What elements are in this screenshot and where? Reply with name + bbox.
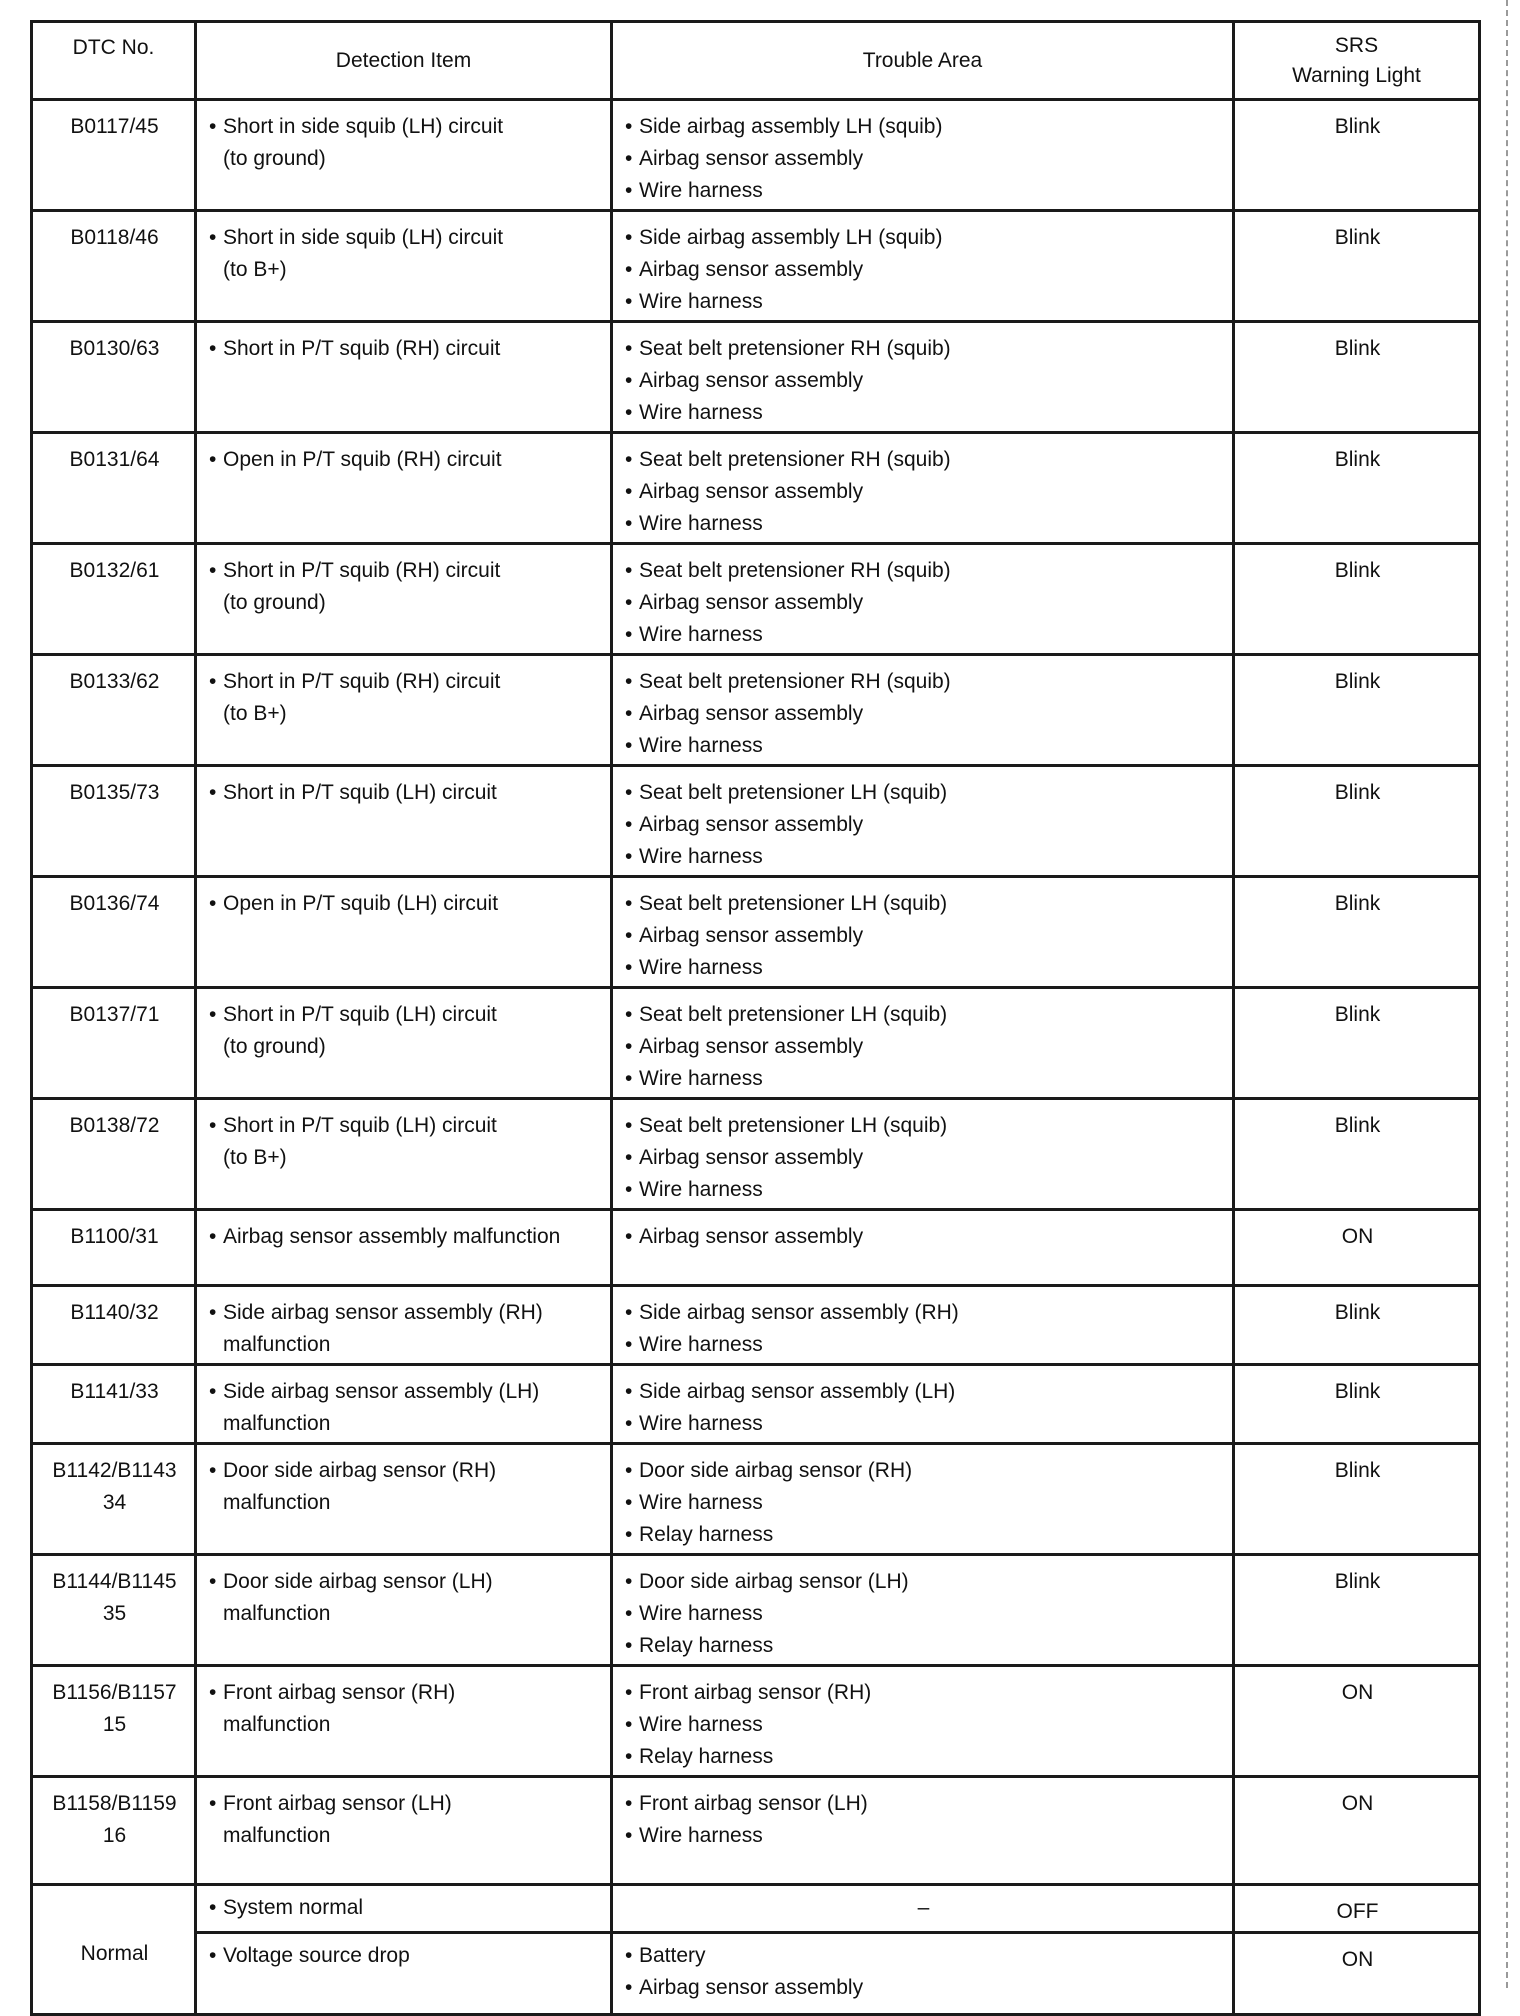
dtc-code: B0117/45: [70, 115, 159, 138]
trouble-area-item: • Front airbag sensor (RH): [625, 1677, 1222, 1709]
detection-text: • Side airbag sensor assembly (RH): [209, 1297, 600, 1329]
trouble-area-cell: [612, 211, 1234, 322]
normal-row-voltage: [32, 1933, 1480, 2015]
trouble-area-cell: [612, 322, 1234, 433]
table-row: [32, 1286, 1480, 1365]
trouble-area-cell: [612, 1777, 1234, 1885]
detection-cell: [196, 211, 612, 322]
trouble-area-item: • Wire harness: [625, 730, 1222, 762]
detection-text-continued: (to ground): [223, 591, 326, 614]
detection-cell: [196, 988, 612, 1099]
trouble-area-cell: [612, 1099, 1234, 1210]
header-srs-warning-light: [1234, 22, 1480, 100]
detection-text: • Door side airbag sensor (RH): [209, 1455, 600, 1487]
table-row: [32, 877, 1480, 988]
trouble-area-item: • Seat belt pretensioner LH (squib): [625, 888, 1222, 920]
voltage-detection-text: • Voltage source drop: [209, 1940, 600, 1972]
dtc-code: B0133/62: [69, 670, 160, 693]
detection-cell: [196, 1286, 612, 1365]
dtc-code: B0118/46: [70, 226, 159, 249]
dtc-code: B0135/73: [69, 781, 160, 804]
dtc-cell: [32, 1099, 196, 1210]
detection-text: • Open in P/T squib (RH) circuit: [209, 444, 600, 476]
trouble-area-item: • Airbag sensor assembly: [625, 365, 1222, 397]
detection-cell: [196, 1555, 612, 1666]
dtc-cell: [32, 100, 196, 211]
voltage-trouble-item: • Battery: [625, 1940, 1222, 1972]
trouble-area-item: • Wire harness: [625, 952, 1222, 984]
detection-cell: [196, 1666, 612, 1777]
warning-light-cell: Blink: [1234, 1286, 1480, 1365]
dtc-code: B0131/64: [69, 448, 160, 471]
trouble-area-cell: [612, 1555, 1234, 1666]
trouble-area-item: • Airbag sensor assembly: [625, 1221, 1222, 1253]
detection-text-continued: malfunction: [223, 1412, 331, 1435]
detection-text-continued: malfunction: [223, 1333, 331, 1356]
table-row: [32, 655, 1480, 766]
table-row: [32, 1777, 1480, 1885]
warning-light-cell: Blink: [1234, 211, 1480, 322]
detection-text: • Door side airbag sensor (LH): [209, 1566, 600, 1598]
header-trouble-area: Trouble Area: [612, 22, 1234, 100]
dtc-code: B1144/B1145: [52, 1570, 177, 1593]
trouble-area-cell: [612, 544, 1234, 655]
detection-cell: [196, 322, 612, 433]
trouble-area-cell: [612, 988, 1234, 1099]
voltage-detection-cell: [196, 1933, 612, 2015]
dtc-cell: [32, 1444, 196, 1555]
trouble-area-cell: [612, 1444, 1234, 1555]
detection-text: • Short in P/T squib (LH) circuit: [209, 999, 600, 1031]
trouble-area-item: • Relay harness: [625, 1630, 1222, 1662]
detection-text: • Front airbag sensor (RH): [209, 1677, 600, 1709]
trouble-area-item: • Airbag sensor assembly: [625, 920, 1222, 952]
trouble-area-cell: [612, 100, 1234, 211]
header-light-line2: Warning Light: [1292, 63, 1421, 87]
header-light-line1: SRS: [1334, 33, 1379, 57]
dtc-cell: [32, 544, 196, 655]
dtc-code: B1156/B1157: [52, 1681, 177, 1704]
dtc-cell: [32, 1555, 196, 1666]
detection-text: • Short in side squib (LH) circuit: [209, 222, 600, 254]
dtc-code-suffix: 15: [102, 1713, 127, 1736]
detection-text: • Front airbag sensor (LH): [209, 1788, 600, 1820]
detection-text-continued: (to B+): [223, 702, 287, 725]
normal-dtc-cell: Normal: [32, 1885, 196, 2015]
dtc-code: B0136/74: [69, 892, 160, 915]
voltage-light-cell: ON: [1234, 1933, 1480, 2015]
trouble-area-item: • Wire harness: [625, 841, 1222, 873]
detection-cell: [196, 766, 612, 877]
table-row: [32, 100, 1480, 211]
trouble-area-item: • Seat belt pretensioner LH (squib): [625, 1110, 1222, 1142]
trouble-area-item: • Front airbag sensor (LH): [625, 1788, 1222, 1820]
trouble-area-item: • Seat belt pretensioner LH (squib): [625, 999, 1222, 1031]
trouble-area-item: • Wire harness: [625, 1820, 1222, 1852]
trouble-area-item: • Wire harness: [625, 508, 1222, 540]
detection-text: • Short in P/T squib (RH) circuit: [209, 333, 600, 365]
dtc-code: B0138/72: [69, 1114, 160, 1137]
dtc-cell: [32, 322, 196, 433]
table-row: [32, 988, 1480, 1099]
normal-trouble-cell: –: [612, 1885, 1234, 1933]
trouble-area-cell: [612, 1286, 1234, 1365]
detection-text-continued: (to B+): [223, 258, 287, 281]
detection-cell: [196, 877, 612, 988]
warning-light-cell: Blink: [1234, 655, 1480, 766]
dtc-cell: [32, 433, 196, 544]
trouble-area-item: • Airbag sensor assembly: [625, 1031, 1222, 1063]
trouble-area-item: • Door side airbag sensor (RH): [625, 1455, 1222, 1487]
detection-text: • Short in P/T squib (RH) circuit: [209, 666, 600, 698]
detection-cell: [196, 1444, 612, 1555]
trouble-area-item: • Wire harness: [625, 397, 1222, 429]
warning-light-cell: Blink: [1234, 1365, 1480, 1444]
warning-light-cell: Blink: [1234, 1444, 1480, 1555]
detection-text: • Airbag sensor assembly malfunction: [209, 1221, 600, 1253]
dtc-cell: [32, 655, 196, 766]
dtc-code: B0137/71: [69, 1003, 160, 1026]
detection-text-continued: (to ground): [223, 1035, 326, 1058]
detection-cell: [196, 1210, 612, 1286]
trouble-area-item: • Relay harness: [625, 1741, 1222, 1773]
dtc-cell: [32, 1777, 196, 1885]
trouble-area-item: • Wire harness: [625, 175, 1222, 207]
table-row: [32, 1444, 1480, 1555]
trouble-area-cell: [612, 766, 1234, 877]
dtc-cell: [32, 1286, 196, 1365]
trouble-area-cell: [612, 1666, 1234, 1777]
trouble-area-item: • Seat belt pretensioner RH (squib): [625, 333, 1222, 365]
trouble-area-item: • Wire harness: [625, 1598, 1222, 1630]
voltage-trouble-item: • Airbag sensor assembly: [625, 1972, 1222, 2004]
normal-detection-cell: [196, 1885, 612, 1933]
warning-light-cell: Blink: [1234, 1099, 1480, 1210]
trouble-area-item: • Airbag sensor assembly: [625, 809, 1222, 841]
detection-text: • Short in P/T squib (RH) circuit: [209, 555, 600, 587]
detection-text: • Side airbag sensor assembly (LH): [209, 1376, 600, 1408]
dtc-cell: [32, 1365, 196, 1444]
trouble-area-item: • Side airbag assembly LH (squib): [625, 222, 1222, 254]
detection-cell: [196, 655, 612, 766]
detection-cell: [196, 100, 612, 211]
dtc-code: B0130/63: [69, 337, 160, 360]
dtc-code: B0132/61: [69, 559, 160, 582]
trouble-area-item: • Wire harness: [625, 1329, 1222, 1361]
trouble-area-cell: [612, 877, 1234, 988]
dtc-code: B1140/32: [70, 1301, 159, 1324]
detection-text: • Short in side squib (LH) circuit: [209, 111, 600, 143]
trouble-area-item: • Wire harness: [625, 1063, 1222, 1095]
trouble-area-item: • Seat belt pretensioner RH (squib): [625, 444, 1222, 476]
trouble-area-item: • Seat belt pretensioner RH (squib): [625, 555, 1222, 587]
warning-light-cell: Blink: [1234, 877, 1480, 988]
trouble-area-item: • Wire harness: [625, 1408, 1222, 1440]
header-row: [32, 22, 1480, 100]
trouble-area-item: • Airbag sensor assembly: [625, 476, 1222, 508]
dtc-code: B1100/31: [70, 1225, 159, 1248]
trouble-area-item: • Seat belt pretensioner RH (squib): [625, 666, 1222, 698]
trouble-area-cell: [612, 433, 1234, 544]
warning-light-cell: Blink: [1234, 100, 1480, 211]
trouble-area-item: • Airbag sensor assembly: [625, 143, 1222, 175]
warning-light-cell: ON: [1234, 1777, 1480, 1885]
table-row: [32, 766, 1480, 877]
detection-text-continued: malfunction: [223, 1491, 331, 1514]
dtc-code: B1142/B1143: [52, 1459, 177, 1482]
detection-text-continued: malfunction: [223, 1713, 331, 1736]
warning-light-cell: Blink: [1234, 1555, 1480, 1666]
dtc-cell: [32, 1666, 196, 1777]
table-row: [32, 1555, 1480, 1666]
trouble-area-item: • Relay harness: [625, 1519, 1222, 1551]
dtc-cell: [32, 211, 196, 322]
header-dtc: DTC No.: [32, 22, 196, 100]
table-row: [32, 322, 1480, 433]
detection-text-continued: malfunction: [223, 1602, 331, 1625]
trouble-area-item: • Door side airbag sensor (LH): [625, 1566, 1222, 1598]
table-row: [32, 1666, 1480, 1777]
table-row: [32, 211, 1480, 322]
warning-light-cell: Blink: [1234, 766, 1480, 877]
trouble-area-item: • Airbag sensor assembly: [625, 698, 1222, 730]
voltage-trouble-cell: [612, 1933, 1234, 2015]
trouble-area-item: • Airbag sensor assembly: [625, 254, 1222, 286]
detection-cell: [196, 1365, 612, 1444]
trouble-area-item: • Side airbag assembly LH (squib): [625, 111, 1222, 143]
warning-light-cell: Blink: [1234, 544, 1480, 655]
dtc-cell: [32, 877, 196, 988]
detection-text-continued: (to ground): [223, 147, 326, 170]
trouble-area-item: • Wire harness: [625, 286, 1222, 318]
trouble-area-cell: [612, 1365, 1234, 1444]
table-row: [32, 1210, 1480, 1286]
page-edge-dashed-line: [1506, 0, 1508, 1988]
normal-detection-text: • System normal: [209, 1892, 600, 1924]
trouble-area-item: • Side airbag sensor assembly (LH): [625, 1376, 1222, 1408]
warning-light-cell: ON: [1234, 1666, 1480, 1777]
detection-text-continued: (to B+): [223, 1146, 287, 1169]
warning-light-cell: Blink: [1234, 433, 1480, 544]
dtc-code-suffix: 34: [102, 1491, 127, 1514]
trouble-area-item: • Airbag sensor assembly: [625, 587, 1222, 619]
dtc-cell: [32, 766, 196, 877]
detection-cell: [196, 544, 612, 655]
dtc-cell: [32, 988, 196, 1099]
trouble-area-item: • Wire harness: [625, 1487, 1222, 1519]
dtc-table: [30, 20, 1481, 2016]
table-row: [32, 1365, 1480, 1444]
warning-light-cell: ON: [1234, 1210, 1480, 1286]
detection-cell: [196, 433, 612, 544]
dtc-code-suffix: 35: [102, 1602, 127, 1625]
trouble-area-cell: [612, 655, 1234, 766]
detection-cell: [196, 1777, 612, 1885]
header-detection-item: Detection Item: [196, 22, 612, 100]
trouble-area-item: • Wire harness: [625, 1709, 1222, 1741]
dtc-code: B1158/B1159: [52, 1792, 177, 1815]
trouble-area-item: • Wire harness: [625, 1174, 1222, 1206]
trouble-area-item: • Airbag sensor assembly: [625, 1142, 1222, 1174]
normal-light-cell: OFF: [1234, 1885, 1480, 1933]
trouble-area-item: • Side airbag sensor assembly (RH): [625, 1297, 1222, 1329]
table-row: [32, 433, 1480, 544]
dtc-code-suffix: 16: [102, 1824, 127, 1847]
dtc-code: B1141/33: [70, 1380, 159, 1403]
table-row: [32, 544, 1480, 655]
trouble-area-item: • Wire harness: [625, 619, 1222, 651]
detection-text-continued: malfunction: [223, 1824, 331, 1847]
detection-cell: [196, 1099, 612, 1210]
trouble-area-item: • Seat belt pretensioner LH (squib): [625, 777, 1222, 809]
detection-text: • Short in P/T squib (LH) circuit: [209, 777, 600, 809]
warning-light-cell: Blink: [1234, 988, 1480, 1099]
warning-light-cell: Blink: [1234, 322, 1480, 433]
trouble-area-cell: [612, 1210, 1234, 1286]
detection-text: • Short in P/T squib (LH) circuit: [209, 1110, 600, 1142]
detection-text: • Open in P/T squib (LH) circuit: [209, 888, 600, 920]
dtc-cell: [32, 1210, 196, 1286]
table-row: [32, 1099, 1480, 1210]
normal-row-system: [32, 1885, 1480, 1933]
